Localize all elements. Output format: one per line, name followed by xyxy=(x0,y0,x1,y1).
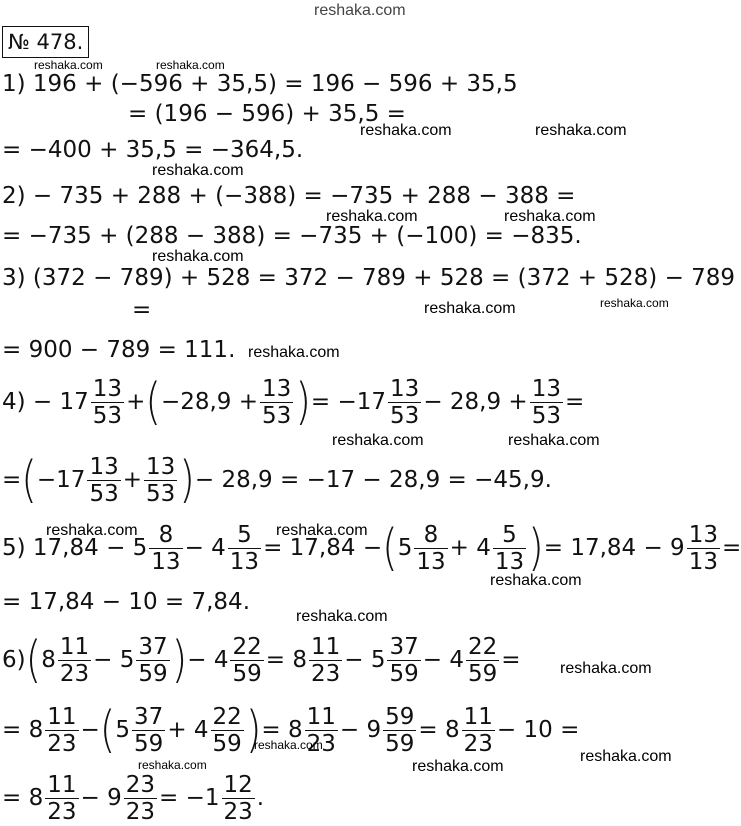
fraction: $\frac{13}{53}$ xyxy=(92,375,123,429)
watermark: reshaka.com xyxy=(254,738,323,752)
fraction: $\frac{11}{23}$ xyxy=(310,633,341,687)
fraction: $\frac{37}{59}$ xyxy=(134,703,164,757)
fraction: $\frac{22}{59}$ xyxy=(467,633,498,687)
fraction: $\frac{37}{59}$ xyxy=(138,633,168,687)
problem-2-line-2: = −735 + (288 − 388) = −735 + (−100) = −835. xyxy=(2,223,582,249)
fraction: $\frac{22}{59}$ xyxy=(212,703,242,757)
watermark: reshaka.com xyxy=(360,122,452,139)
fraction: $\frac{13}{53}$ xyxy=(262,375,292,429)
problem-number: № 478. xyxy=(2,26,89,58)
fraction: $\frac{13}{53}$ xyxy=(531,375,561,429)
watermark: reshaka.com xyxy=(156,58,225,72)
problem-3-line-2: = xyxy=(132,297,152,323)
problem-3-line-3: = 900 − 789 = 111. xyxy=(2,337,236,363)
fraction: $\frac{8}{13}$ xyxy=(151,521,181,575)
fraction: $\frac{11}{23}$ xyxy=(463,703,493,757)
watermark: reshaka.com xyxy=(580,748,672,765)
fraction: $\frac{13}{53}$ xyxy=(146,453,176,507)
fraction: $\frac{5}{13}$ xyxy=(229,521,260,575)
fraction: $\frac{11}{23}$ xyxy=(47,771,77,825)
watermark: reshaka.com xyxy=(34,58,103,72)
problem-1-line-3: = −400 + 35,5 = −364,5. xyxy=(2,137,304,163)
fraction: $\frac{37}{59}$ xyxy=(389,633,419,687)
fraction: $\frac{23}{23}$ xyxy=(125,771,155,825)
watermark: reshaka.com xyxy=(276,522,368,539)
fraction: $\frac{13}{13}$ xyxy=(688,521,718,575)
watermark: reshaka.com xyxy=(600,296,669,310)
problem-4-line-2: = ( −17 $\frac{13}{53}$ + $\frac{13}{53}$ ) − 28,9 = −17 − 28,9 = −45,9. xyxy=(2,451,552,509)
problem-1-line-1: 1) 196 + (−596 + 35,5) = 196 − 596 + 35,5 xyxy=(2,71,518,97)
watermark: reshaka.com xyxy=(326,208,418,225)
watermark: reshaka.com xyxy=(508,432,600,449)
fraction: $\frac{59}{59}$ xyxy=(385,703,415,757)
problem-3-line-1: 3) (372 − 789) + 528 = 372 − 789 + 528 = (372 + 528) − 789 xyxy=(2,265,736,291)
watermark-top: reshaka.com xyxy=(314,2,406,19)
fraction: $\frac{13}{53}$ xyxy=(390,375,420,429)
watermark: reshaka.com xyxy=(535,122,627,139)
problem-5-line-2: = 17,84 − 10 = 7,84. xyxy=(2,589,251,615)
problem-4-line-1: 4) − 17 $\frac{13}{53}$ + ( −28,9 + $\frac{13}{53}$ ) = −17 $\frac{13}{53}$ − 28,9 + $\frac{13}{53}$ = xyxy=(2,373,585,431)
problem-2-line-1: 2) − 735 + 288 + (−388) = −735 + 288 − 388 = xyxy=(2,183,576,209)
problem-6-line-1: 6) ( 8 $\frac{11}{23}$ − 5 $\frac{37}{59}$ ) − 4 $\frac{22}{59}$ = 8 $\frac{11}{23}$ − 5 $\frac{37}{59}$ − 4 $\frac{22}{59}$ = xyxy=(2,631,521,689)
fraction: $\frac{13}{53}$ xyxy=(89,453,119,507)
fraction: $\frac{5}{13}$ xyxy=(494,521,525,575)
watermark: reshaka.com xyxy=(504,208,596,225)
fraction: $\frac{11}{23}$ xyxy=(59,633,90,687)
problem-6-line-2: = 8 $\frac{11}{23}$ − ( 5 $\frac{37}{59}$ + 4 $\frac{22}{59}$ ) = 8 $\frac{11}{23}$ − 9 $\frac{59}{59}$ = 8 $\frac{11}{23}$ − 10 = xyxy=(2,701,580,759)
watermark: reshaka.com xyxy=(152,248,244,265)
watermark: reshaka.com xyxy=(248,344,340,361)
watermark: reshaka.com xyxy=(46,522,138,539)
watermark: reshaka.com xyxy=(424,300,516,317)
watermark: reshaka.com xyxy=(332,432,424,449)
fraction: $\frac{11}{23}$ xyxy=(47,703,77,757)
fraction: $\frac{11}{23}$ xyxy=(306,703,336,757)
problem-6-line-3: = 8 $\frac{11}{23}$ − 9 $\frac{23}{23}$ = −1 $\frac{12}{23}$ . xyxy=(2,771,265,825)
watermark: reshaka.com xyxy=(412,758,504,775)
watermark: reshaka.com xyxy=(560,660,652,677)
fraction: $\frac{22}{59}$ xyxy=(232,633,262,687)
problem-5-line-1: 5) 17,84 − 5 $\frac{8}{13}$ − 4 $\frac{5}{13}$ = 17,84 − ( 5 $\frac{8}{13}$ + 4 $\frac{5}{13}$ ) = 17,84 − 9 $\frac{13}{13}$ = xyxy=(2,519,741,577)
watermark: reshaka.com xyxy=(490,572,582,589)
fraction: $\frac{8}{13}$ xyxy=(416,521,446,575)
watermark: reshaka.com xyxy=(138,758,207,772)
fraction: $\frac{12}{23}$ xyxy=(223,771,253,825)
watermark: reshaka.com xyxy=(296,608,388,625)
watermark: reshaka.com xyxy=(152,162,244,179)
problem-1-line-2: = (196 − 596) + 35,5 = xyxy=(128,101,406,127)
